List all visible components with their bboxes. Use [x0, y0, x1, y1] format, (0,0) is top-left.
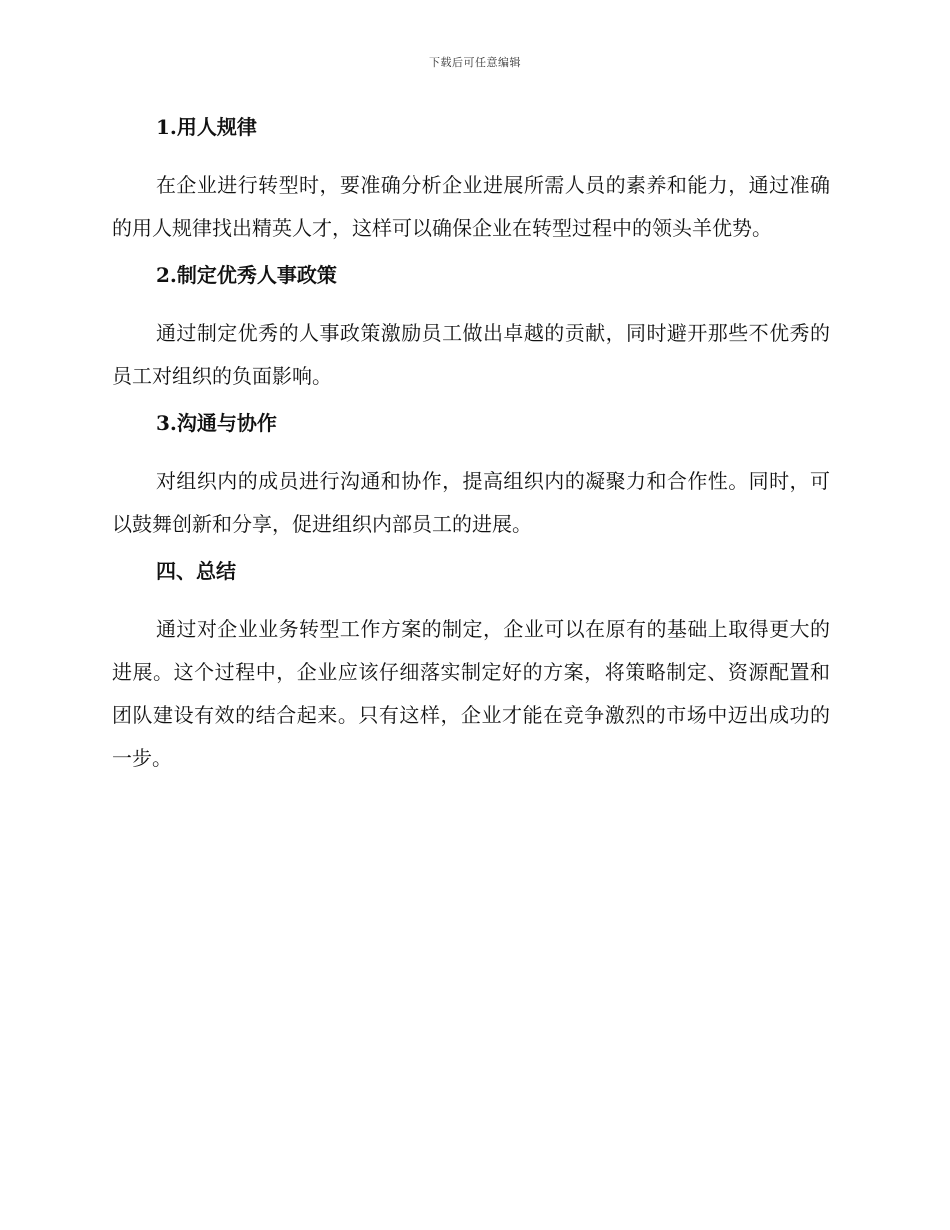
- section-heading-1: 1.用人规律: [156, 115, 257, 139]
- section-heading-summary: 四、总结: [156, 559, 236, 583]
- section-paragraph-3: 对组织内的成员进行沟通和协作，提高组织内的凝聚力和合作性。同时，可以鼓舞创新和分享，促进组织内部员工的进展。: [112, 469, 830, 536]
- page-header: 下载后可任意编辑: [429, 56, 521, 69]
- section-paragraph-1: 在企业进行转型时，要准确分析企业进展所需人员的素养和能力，通过准确的用人规律找出精英人才，这样可以确保企业在转型过程中的领头羊优势。: [112, 173, 830, 240]
- section-paragraph-2: 通过制定优秀的人事政策激励员工做出卓越的贡献，同时避开那些不优秀的员工对组织的负面影响。: [112, 321, 830, 388]
- document-body: [112, 112, 830, 790]
- section-heading-2: 2.制定优秀人事政策: [156, 263, 337, 287]
- section-heading-3: 3.沟通与协作: [156, 411, 277, 435]
- section-paragraph-summary: 通过对企业业务转型工作方案的制定，企业可以在原有的基础上取得更大的进展。这个过程中，企业应该仔细落实制定好的方案，将策略制定、资源配置和团队建设有效的结合起来。只有这样，企业才能在竞争激烈的市场中迈出成功的一步。: [112, 617, 830, 770]
